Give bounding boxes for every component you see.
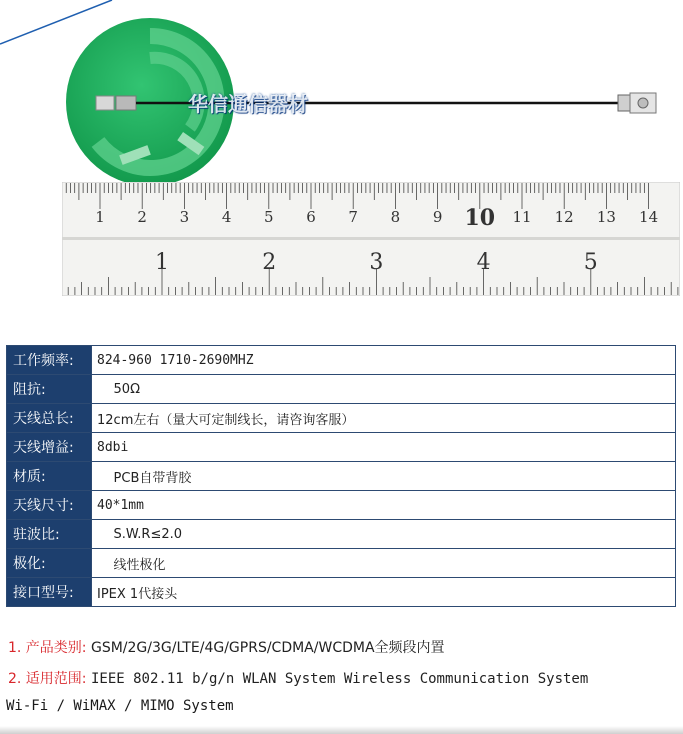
ruler-inch-label: 1 xyxy=(155,250,169,275)
spec-value: S.W.R≤2.0 xyxy=(92,520,676,549)
spec-label: 天线尺寸: xyxy=(7,491,92,520)
pcb-antenna-image xyxy=(0,0,683,190)
spec-row-connector xyxy=(7,578,676,607)
ruler-inch-label: 4 xyxy=(476,250,491,275)
spec-row-length xyxy=(7,404,676,433)
ruler-inch-label: 3 xyxy=(369,250,384,275)
ruler-image xyxy=(62,182,680,296)
note-category-value: GSM/2G/3G/LTE/4G/GPRS/CDMA/WCDMA全频段内置 xyxy=(90,640,445,656)
spec-value: 50Ω xyxy=(92,375,676,404)
spec-value: IPEX 1代接头 xyxy=(92,578,676,607)
spec-row-frequency xyxy=(7,346,676,375)
spec-label: 工作频率: xyxy=(7,346,92,375)
ruler-cm-label: 14 xyxy=(639,208,659,226)
ruler-cm-label: 13 xyxy=(596,208,616,226)
note-application-scope-continued: Wi-Fi / WiMAX / MIMO System xyxy=(6,698,234,714)
spec-table xyxy=(6,345,676,607)
note-application-scope xyxy=(8,668,588,688)
spec-label: 极化: xyxy=(7,549,92,578)
note-scope-label: 2. 适用范围: xyxy=(8,671,87,687)
ruler-cm-label: 2 xyxy=(137,208,147,226)
spec-row-size xyxy=(7,491,676,520)
ruler-cm-label: 9 xyxy=(432,208,443,226)
note-product-category xyxy=(8,637,445,657)
spec-row-material xyxy=(7,462,676,491)
spec-value: 线性极化 xyxy=(92,549,676,578)
spec-label: 驻波比: xyxy=(7,520,92,549)
spec-label: 天线增益: xyxy=(7,433,92,462)
spec-row-vswr xyxy=(7,520,676,549)
brand-watermark: 华信通信器材 xyxy=(188,92,308,116)
note-category-label: 1. 产品类别: xyxy=(8,640,87,656)
spec-row-gain xyxy=(7,433,676,462)
ruler-cm-label: 6 xyxy=(306,208,316,226)
spec-label: 阻抗: xyxy=(7,375,92,404)
note-scope-value: IEEE 802.11 b/g/n WLAN System Wireless Communication System xyxy=(90,671,589,687)
spec-label: 接口型号: xyxy=(7,578,92,607)
ruler-cm-label: 3 xyxy=(179,208,190,226)
ruler-cm-label: 12 xyxy=(554,208,574,226)
spec-label: 材质: xyxy=(7,462,92,491)
spec-value: 824-960 1710-2690MHZ xyxy=(92,346,676,375)
ruler-inch-label: 5 xyxy=(583,250,598,275)
spec-value: PCB自带背胶 xyxy=(92,462,676,491)
ruler-cm-label: 1 xyxy=(95,208,105,226)
ruler-cm-label: 4 xyxy=(221,208,232,226)
ruler-cm-label: 7 xyxy=(348,208,358,226)
ruler-cm-label: 5 xyxy=(264,208,274,226)
spec-row-polarization xyxy=(7,549,676,578)
spec-label: 天线总长: xyxy=(7,404,92,433)
ruler-cm-label: 8 xyxy=(390,208,401,226)
ruler-cm-label: 11 xyxy=(512,208,532,226)
spec-row-impedance xyxy=(7,375,676,404)
product-photo xyxy=(0,0,683,310)
bottom-divider xyxy=(0,726,683,734)
ruler-inch-label: 2 xyxy=(262,250,277,275)
spec-value: 40*1mm xyxy=(92,491,676,520)
spec-value: 8dbi xyxy=(92,433,676,462)
ruler-cm-label: 10 xyxy=(464,205,496,231)
spec-value: 12cm左右（量大可定制线长，请咨询客服） xyxy=(92,404,676,433)
